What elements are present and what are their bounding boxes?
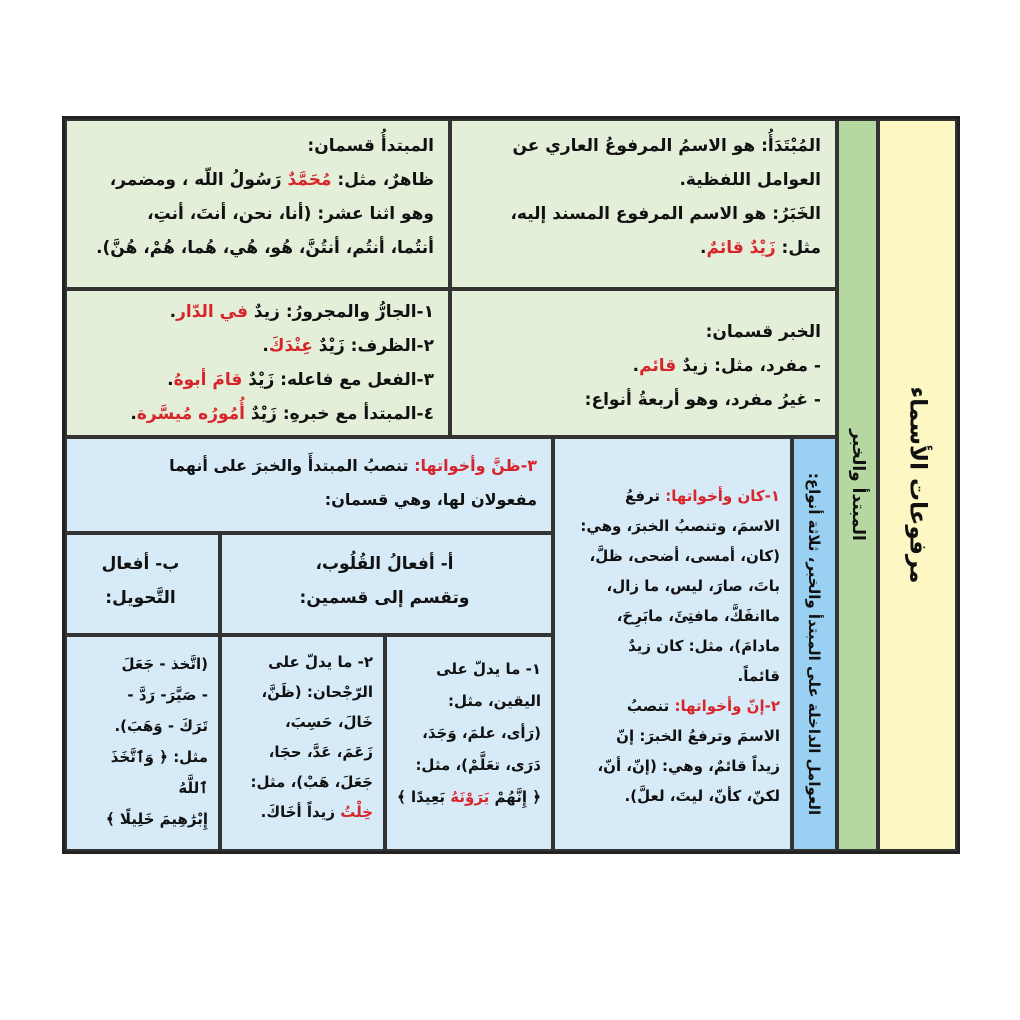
kana-line-5: ماانفَكَّ، مافتِئَ، مابَرِحَ، [616, 607, 780, 625]
kind-2-label: ٢-الظرف: زَيْدٌ [312, 336, 434, 356]
definition-line-2: العوامل اللفظية. [679, 170, 821, 190]
kana-inna-box [553, 437, 792, 851]
khabar-kinds-box [65, 289, 450, 437]
yaqin-box [385, 635, 553, 851]
qulub-box [220, 533, 553, 635]
title-band [878, 119, 957, 851]
zahir-rest: رَسُولُ اللّه ، ومضمر، [109, 170, 288, 190]
section-band [837, 119, 878, 851]
kind-4-label: ٤-المبتدأ مع خبرهِ: زَيْدٌ [245, 404, 434, 424]
yaqin-verse-start: ﴿ إِنَّهُمْ [489, 788, 541, 806]
mubtada-types-line-1: المبتدأُ قسمان: [307, 136, 434, 156]
khabar-types-line-3: - غيرُ مفرد، وهو أربعةُ أنواع: [584, 390, 821, 410]
yaqin-verse-highlight: يَرَوْنَهُ [450, 788, 490, 806]
example-end: . [700, 238, 707, 258]
tahwil-list-line-1: (اتَّخذ - جَعَلَ [121, 655, 208, 673]
kana-line-2: الاسمَ، وتنصبُ الخبرَ، وهي: [580, 517, 780, 535]
rujhan-line-5: جَعَلَ، هَبْ)، مثل: [250, 773, 373, 791]
zanna-heading-rest: تنصبُ المبتدأَ والخبرَ على أنهما [169, 456, 415, 475]
zanna-box [65, 437, 553, 533]
kana-line-3: (كان، أمسى، أضحى، ظلَّ، [589, 547, 780, 565]
khabar-types-line-1: الخبر قسمان: [705, 322, 821, 342]
qulub-line-2: وتقسم إلى قسمين: [299, 588, 470, 608]
qulub-line-1: أ- أفعالُ القُلُوب، [315, 554, 454, 574]
kind-1-end: . [169, 302, 177, 322]
grammar-chart [62, 116, 960, 854]
rujhan-example-highlight: خِلْتُ [340, 803, 373, 821]
zahir-example: مُحَمَّدٌ [287, 170, 332, 190]
kind-3-example: قامَ أبوهُ [173, 370, 243, 390]
kind-2-example: عِنْدَكَ [268, 336, 313, 356]
mubtada-types-box [65, 119, 450, 289]
khabar-types-box [450, 289, 837, 437]
example-highlight: زَيْدٌ قائمٌ [706, 238, 776, 258]
mubtada-types-line-4: أنتُما، أنتُم، أنتُنَّ، هُو، هُي، هُما، هُمْ، هُنَّ). [96, 238, 434, 258]
rujhan-line-1: ٢- ما يدلّ على [268, 653, 373, 671]
khabar-term: الخَبَرُ: [772, 204, 821, 224]
inna-line-4: لكنّ، كأنّ، ليتَ، لعلَّ). [624, 787, 780, 805]
tahwil-line-1: ب- أفعال [101, 554, 180, 574]
rujhan-box [220, 635, 385, 851]
tahwil-list-box [65, 635, 220, 851]
example-label: مثل: [775, 238, 821, 258]
zanna-line-2: مفعولان لها، وهي قسمان: [324, 490, 537, 509]
rujhan-example-rest: زيداً أخَاكَ. [260, 803, 341, 821]
mubtada-def: هو الاسمُ المرفوعُ العاري عن [512, 136, 762, 156]
kind-3-label: ٣-الفعل مع فاعله: زَيْدٌ [242, 370, 434, 390]
zahir-label: ظاهرٌ، مثل: [331, 170, 434, 190]
kind-3-end: . [167, 370, 174, 390]
yaqin-line-1: ١- ما يدلّ على [436, 660, 541, 678]
rujhan-line-2: الرّجْحان: (ظَنَّ، [261, 683, 373, 701]
mufrad-end: . [632, 356, 640, 376]
yaqin-line-2: اليقين، مثل: [447, 692, 541, 710]
inna-line-2: الاسمَ وترفعُ الخبرَ: إنّ [616, 727, 780, 745]
mubtada-term: المُبْتَدَأُ: [761, 136, 821, 156]
tahwil-list-line-2: - صَيَّرَ- رَدَّ - [127, 686, 208, 704]
rujhan-line-3: خَالَ، حَسِبَ، [284, 713, 373, 731]
yaqin-line-4: دَرَى، تعَلَّمْ)، مثل: [415, 756, 541, 774]
kana-line-6: مادامَ)، مثل: كان زيدٌ [628, 637, 780, 655]
yaqin-line-3: (رَأى، علمَ، وَجَدَ، [422, 724, 541, 742]
kind-1-example: في الدّار [176, 302, 249, 322]
kind-4-example: أُمُورُه مُيسَّرة [136, 404, 246, 424]
kana-line-7: قائماً. [737, 667, 780, 685]
khabar-def: هو الاسم المرفوع المسند إليه، [510, 204, 773, 224]
inna-heading-rest: تنصبُ [626, 697, 675, 715]
tahwil-list-line-4: مثل: ﴿ وَٱتَّخَذَ ٱللَّهُ [110, 748, 208, 797]
tahwil-box [65, 533, 220, 635]
inna-heading: ٢-إنّ وأخواتها: [674, 697, 780, 715]
mubtada-types-line-3: وهو اثنا عشر: (أنا، نحن، أنتَ، أنتِ، [147, 204, 434, 224]
kind-4-end: . [130, 404, 137, 424]
kind-1-label: ١-الجارُّ والمجرورُ: زيدٌ [248, 302, 434, 322]
kana-heading-rest: ترفعُ [624, 487, 666, 505]
tahwil-line-2: التَّحويل: [105, 588, 176, 608]
kana-line-4: باتَ، صارَ، ليس، ما زال، [606, 577, 780, 595]
kana-heading: ١-كان وأخواتها: [665, 487, 780, 505]
mufrad-example: قائم [639, 356, 677, 376]
mufrad-label: - مفرد، مثل: زيدٌ [676, 356, 821, 376]
tahwil-list-line-5: إِبْرَٰهِيمَ خَلِيلًا ﴾ [105, 810, 208, 828]
kind-2-end: . [262, 336, 269, 356]
yaqin-verse-end: بَعِيدًا ﴾ [397, 788, 451, 806]
subsection-band [792, 437, 837, 851]
chart-title: مرفوعات الأسماء [904, 386, 931, 584]
rujhan-line-4: زَعَمَ، عَدَّ، حجَا، [268, 743, 373, 761]
zanna-heading: ٣-ظنَّ وأخواتها: [414, 456, 537, 475]
tahwil-list-line-3: تَرَكَ - وَهَبَ). [114, 717, 208, 735]
inna-line-3: زيداً قائمٌ، وهي: (إنّ، أنّ، [597, 757, 780, 775]
definition-box [450, 119, 837, 289]
section-label: المبتدأ والخبر [847, 429, 868, 541]
subsection-label: العوامل الداخلة على المبتدأ والخبر، ثلاثة أنواع: [805, 472, 824, 816]
